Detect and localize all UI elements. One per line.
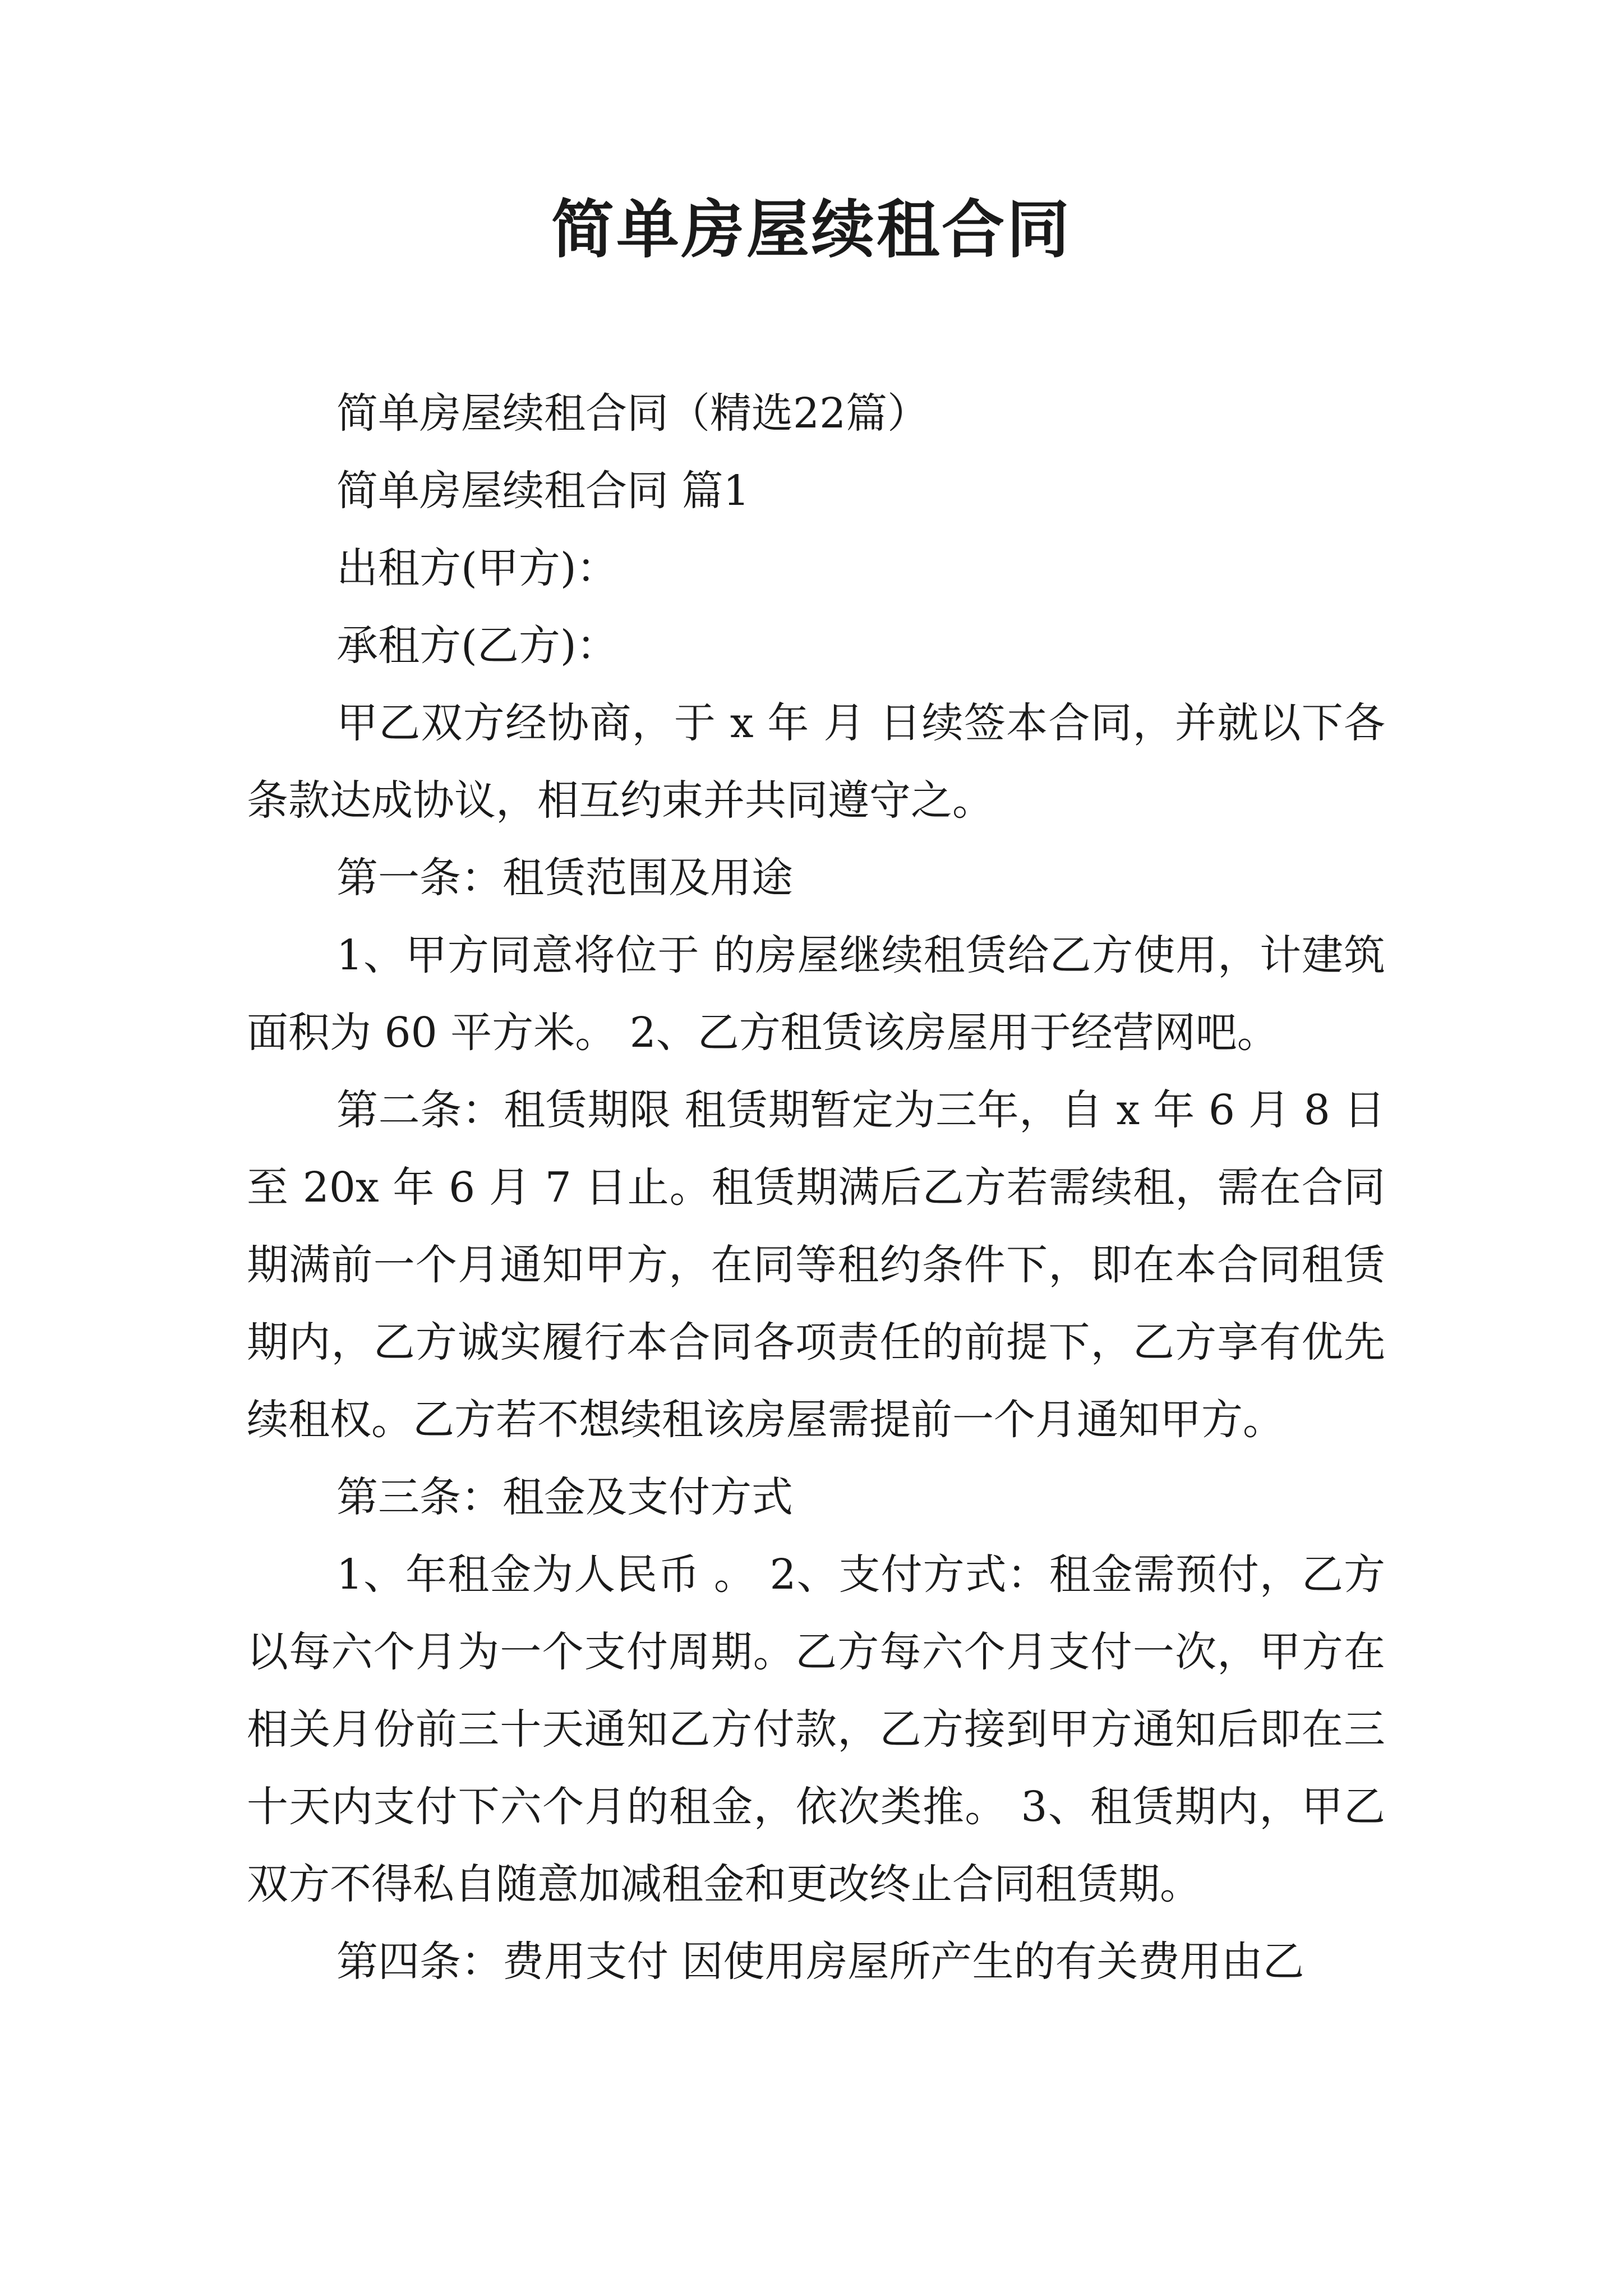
paragraph-article-4: 第四条：费用支付 因使用房屋所产生的有关费用由乙 <box>336 1938 1304 1986</box>
paragraph-article-3-heading: 第三条：租金及支付方式 <box>336 1473 793 1521</box>
paragraph-section-heading: 简单房屋续租合同 篇1 <box>336 467 750 515</box>
paragraph-article-1-body: 1、甲方同意将位于 的房屋继续租赁给乙方使用，计建筑面积为 60 平方米。 2、乙方租赁该房屋用于经营网吧。 <box>247 931 1385 1057</box>
paragraph-lessor: 出租方(甲方)： <box>336 544 618 592</box>
document-body <box>247 375 1385 2000</box>
paragraph-article-2: 第二条：租赁期限 租赁期暂定为三年，自 x 年 6 月 8 日至 20x 年 6 月 7 日止。租赁期满后乙方若需续租，需在合同期满前一个月通知甲方，在同等租约条件下，即在本合同租赁期内，乙方诚实履行本合同各项责任的前提下，乙方享有优先续租权。乙方若不想续租该房屋需提前一个月通知甲方。 <box>247 1086 1385 1444</box>
paragraph-article-3-body: 1、年租金为人民币 。 2、支付方式：租金需预付，乙方以每六个月为一个支付周期。乙方每六个月支付一次，甲方在相关月份前三十天通知乙方付款，乙方接到甲方通知后即在三十天内支付下六个月的租金，依次类推。 3、租赁期内，甲乙双方不得私自随意加减租金和更改终止合同租赁期。 <box>247 1550 1385 1908</box>
paragraph-lessee: 承租方(乙方)： <box>336 622 618 670</box>
paragraph-article-1-heading: 第一条：租赁范围及用途 <box>336 854 793 902</box>
document-title: 简单房屋续租合同 <box>551 193 1072 266</box>
paragraph-subtitle: 简单房屋续租合同（精选22篇） <box>336 389 929 438</box>
paragraph-intro: 甲乙双方经协商，于 x 年 月 日续签本合同，并就以下各条款达成协议，相互约束并共同遵守之。 <box>247 699 1385 825</box>
